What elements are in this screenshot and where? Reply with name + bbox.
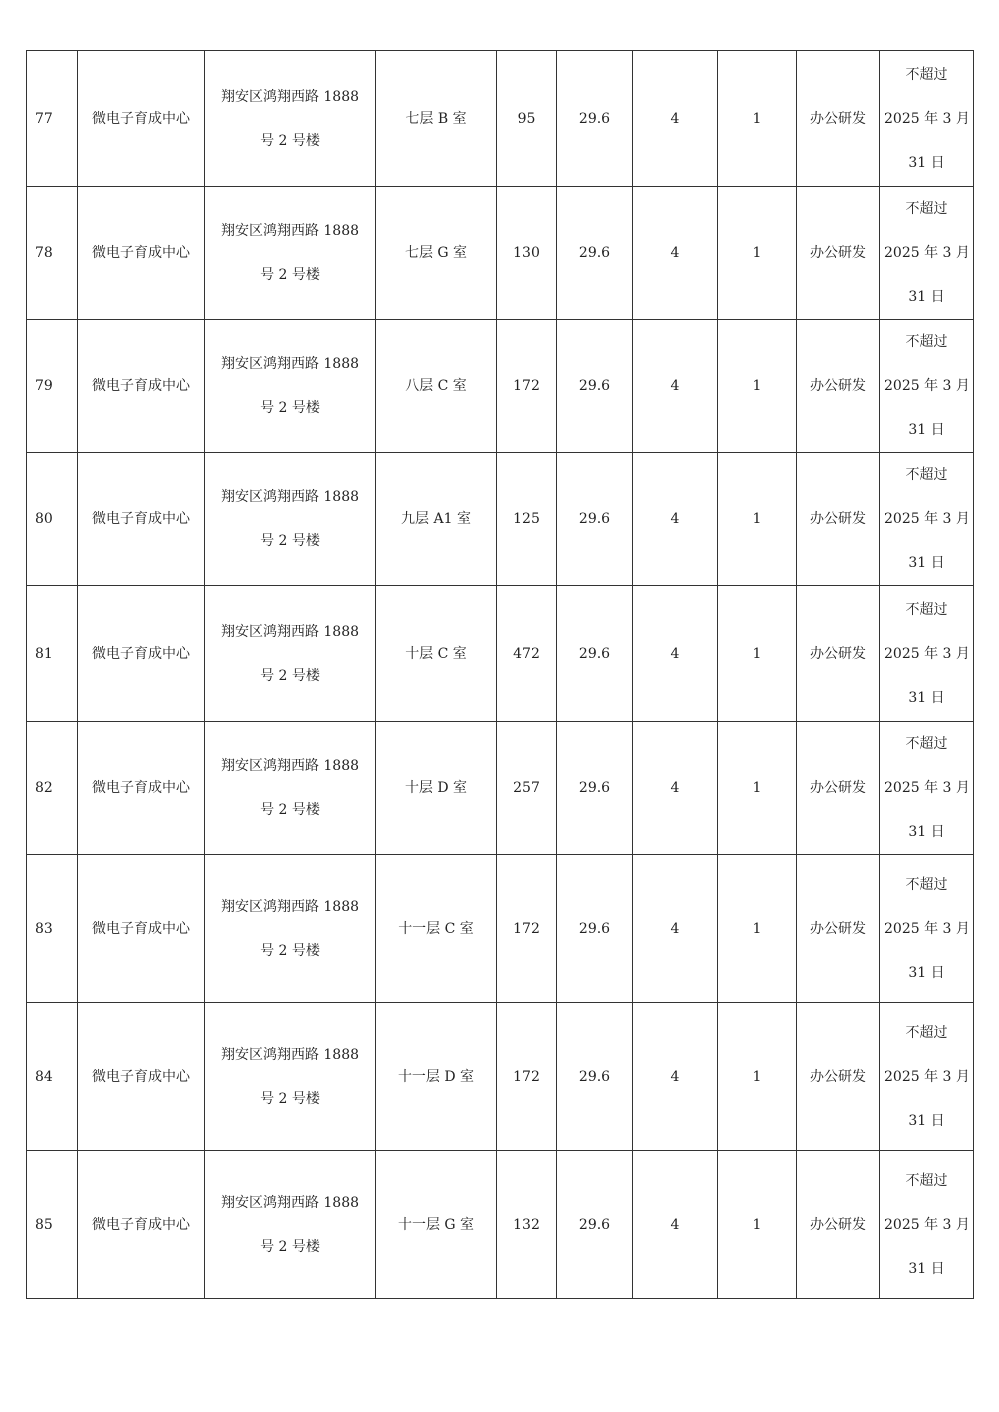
count-value-2: 1: [752, 378, 762, 394]
cell-area: [497, 453, 557, 586]
address-line-1: 翔安区鸿翔西路 1888: [220, 489, 360, 505]
room-number: 十一层 G 室: [397, 1216, 475, 1233]
cell-count-1: [633, 1151, 718, 1299]
price-value: 29.6: [578, 378, 611, 394]
address-line-1: 翔安区鸿翔西路 1888: [220, 356, 360, 372]
cell-index: [27, 1151, 78, 1299]
cell-count-2: [718, 320, 797, 453]
count-value-2: 1: [752, 1068, 762, 1085]
cell-term: [880, 187, 974, 320]
area-value: 257: [513, 780, 540, 796]
row-number: 80: [35, 511, 53, 527]
price-value: 29.6: [578, 1068, 611, 1085]
count-value-2: 1: [752, 780, 762, 796]
cell-count-2: [718, 187, 797, 320]
property-name: 微电子育成中心: [92, 245, 190, 261]
table-row: [27, 1003, 974, 1151]
cell-property-name: [78, 187, 205, 320]
count-value-2: 1: [752, 110, 762, 127]
cell-term: [880, 722, 974, 855]
usage-type: 办公研发: [810, 511, 866, 527]
cell-price: [557, 187, 633, 320]
cell-index: [27, 1003, 78, 1151]
room-number: 七层 B 室: [405, 110, 467, 127]
cell-room: [376, 320, 497, 453]
usage-type: 办公研发: [810, 378, 866, 394]
table-row: [27, 187, 974, 320]
cell-room: [376, 586, 497, 722]
cell-address: [205, 320, 376, 453]
area-value: 172: [513, 1068, 540, 1085]
term-line-1: 不超过: [905, 334, 948, 350]
cell-address: [205, 722, 376, 855]
cell-index: [27, 453, 78, 586]
term-line-1: 不超过: [905, 201, 948, 217]
cell-count-2: [718, 51, 797, 187]
table-row: [27, 320, 974, 453]
price-value: 29.6: [578, 110, 611, 127]
row-number: 84: [35, 1068, 53, 1085]
address-line-2: 号 2 号楼: [260, 533, 320, 549]
cell-area: [497, 1151, 557, 1299]
cell-address: [205, 453, 376, 586]
area-value: 130: [513, 245, 540, 261]
cell-usage: [797, 722, 880, 855]
usage-type: 办公研发: [810, 245, 866, 261]
count-value-1: 4: [670, 780, 680, 796]
address-line-2: 号 2 号楼: [260, 802, 320, 818]
term-line-2: 2025 年 3 月: [884, 511, 970, 527]
usage-type: 办公研发: [810, 1068, 866, 1085]
cell-price: [557, 320, 633, 453]
price-value: 29.6: [578, 1216, 611, 1233]
count-value-1: 4: [670, 511, 680, 527]
address-line-1: 翔安区鸿翔西路 1888: [220, 898, 360, 915]
cell-index: [27, 51, 78, 187]
address-line-2: 号 2 号楼: [260, 132, 320, 149]
property-name: 微电子育成中心: [92, 920, 190, 937]
term-line-1: 不超过: [905, 876, 948, 893]
row-number: 77: [35, 110, 53, 127]
term-line-2: 2025 年 3 月: [884, 780, 970, 796]
term-line-2: 2025 年 3 月: [884, 645, 970, 662]
area-value: 95: [517, 110, 536, 127]
count-value-1: 4: [670, 1068, 680, 1085]
cell-count-1: [633, 51, 718, 187]
area-value: 172: [513, 920, 540, 937]
table-body: [27, 51, 974, 1299]
price-value: 29.6: [578, 920, 611, 937]
row-number: 81: [35, 645, 53, 662]
room-number: 十层 D 室: [404, 780, 468, 796]
price-value: 29.6: [578, 780, 611, 796]
address-line-1: 翔安区鸿翔西路 1888: [220, 88, 360, 105]
cell-term: [880, 855, 974, 1003]
cell-count-1: [633, 1003, 718, 1151]
address-line-1: 翔安区鸿翔西路 1888: [220, 1046, 360, 1063]
room-number: 八层 C 室: [405, 378, 467, 394]
cell-room: [376, 453, 497, 586]
address-line-2: 号 2 号楼: [260, 942, 320, 959]
cell-usage: [797, 51, 880, 187]
usage-type: 办公研发: [810, 920, 866, 937]
cell-area: [497, 722, 557, 855]
area-value: 125: [513, 511, 540, 527]
room-number: 十层 C 室: [405, 645, 467, 662]
cell-term: [880, 51, 974, 187]
cell-area: [497, 586, 557, 722]
address-line-2: 号 2 号楼: [260, 400, 320, 416]
cell-usage: [797, 453, 880, 586]
term-line-2: 2025 年 3 月: [884, 920, 970, 937]
count-value-1: 4: [670, 378, 680, 394]
property-table-container: [26, 50, 973, 1299]
cell-term: [880, 320, 974, 453]
usage-type: 办公研发: [810, 780, 866, 796]
cell-count-1: [633, 320, 718, 453]
cell-price: [557, 51, 633, 187]
cell-count-2: [718, 722, 797, 855]
cell-usage: [797, 1151, 880, 1299]
cell-address: [205, 586, 376, 722]
property-name: 微电子育成中心: [92, 378, 190, 394]
term-line-1: 不超过: [905, 467, 948, 483]
address-line-1: 翔安区鸿翔西路 1888: [220, 758, 360, 774]
term-line-2: 2025 年 3 月: [884, 245, 970, 261]
cell-property-name: [78, 855, 205, 1003]
cell-property-name: [78, 1003, 205, 1151]
address-line-1: 翔安区鸿翔西路 1888: [220, 1194, 360, 1211]
count-value-2: 1: [752, 920, 762, 937]
term-line-3: 31 日: [908, 1112, 945, 1129]
cell-count-1: [633, 722, 718, 855]
usage-type: 办公研发: [810, 1216, 866, 1233]
cell-address: [205, 855, 376, 1003]
room-number: 十一层 D 室: [397, 1068, 475, 1085]
cell-area: [497, 855, 557, 1003]
cell-address: [205, 1151, 376, 1299]
address-line-2: 号 2 号楼: [260, 1090, 320, 1107]
table-row: [27, 586, 974, 722]
usage-type: 办公研发: [810, 110, 866, 127]
cell-property-name: [78, 722, 205, 855]
cell-property-name: [78, 453, 205, 586]
property-name: 微电子育成中心: [92, 110, 190, 127]
cell-count-2: [718, 586, 797, 722]
cell-count-2: [718, 855, 797, 1003]
cell-term: [880, 453, 974, 586]
cell-index: [27, 855, 78, 1003]
term-line-3: 31 日: [908, 689, 945, 706]
cell-area: [497, 187, 557, 320]
term-line-3: 31 日: [908, 824, 945, 840]
table-row: [27, 855, 974, 1003]
term-line-3: 31 日: [908, 154, 945, 171]
cell-count-2: [718, 1151, 797, 1299]
row-number: 85: [35, 1216, 53, 1233]
address-line-2: 号 2 号楼: [260, 267, 320, 283]
term-line-2: 2025 年 3 月: [884, 110, 970, 127]
cell-area: [497, 320, 557, 453]
cell-room: [376, 51, 497, 187]
cell-index: [27, 586, 78, 722]
address-line-2: 号 2 号楼: [260, 667, 320, 684]
cell-count-2: [718, 1003, 797, 1151]
area-value: 172: [513, 378, 540, 394]
area-value: 132: [513, 1216, 540, 1233]
usage-type: 办公研发: [810, 645, 866, 662]
cell-count-1: [633, 187, 718, 320]
cell-room: [376, 855, 497, 1003]
cell-index: [27, 320, 78, 453]
cell-area: [497, 1003, 557, 1151]
cell-count-1: [633, 855, 718, 1003]
row-number: 79: [35, 378, 53, 394]
table-row: [27, 1151, 974, 1299]
count-value-1: 4: [670, 645, 680, 662]
cell-price: [557, 1151, 633, 1299]
count-value-2: 1: [752, 1216, 762, 1233]
term-line-3: 31 日: [908, 289, 945, 305]
cell-property-name: [78, 51, 205, 187]
cell-price: [557, 1003, 633, 1151]
address-line-1: 翔安区鸿翔西路 1888: [220, 623, 360, 640]
cell-term: [880, 1003, 974, 1151]
cell-usage: [797, 1003, 880, 1151]
row-number: 82: [35, 780, 53, 796]
cell-index: [27, 722, 78, 855]
cell-area: [497, 51, 557, 187]
term-line-1: 不超过: [905, 736, 948, 752]
price-value: 29.6: [578, 245, 611, 261]
cell-price: [557, 453, 633, 586]
room-number: 九层 A1 室: [401, 511, 471, 527]
cell-property-name: [78, 586, 205, 722]
room-number: 七层 G 室: [404, 245, 468, 261]
cell-room: [376, 187, 497, 320]
cell-term: [880, 1151, 974, 1299]
cell-address: [205, 1003, 376, 1151]
term-line-3: 31 日: [908, 555, 945, 571]
cell-count-2: [718, 453, 797, 586]
cell-usage: [797, 855, 880, 1003]
property-name: 微电子育成中心: [92, 645, 190, 662]
cell-index: [27, 187, 78, 320]
cell-usage: [797, 187, 880, 320]
cell-usage: [797, 586, 880, 722]
table-row: [27, 51, 974, 187]
price-value: 29.6: [578, 511, 611, 527]
cell-property-name: [78, 320, 205, 453]
table-row: [27, 453, 974, 586]
count-value-2: 1: [752, 511, 762, 527]
term-line-1: 不超过: [905, 1172, 948, 1189]
price-value: 29.6: [578, 645, 611, 662]
term-line-2: 2025 年 3 月: [884, 378, 970, 394]
cell-price: [557, 855, 633, 1003]
term-line-2: 2025 年 3 月: [884, 1216, 970, 1233]
count-value-1: 4: [670, 920, 680, 937]
term-line-1: 不超过: [905, 601, 948, 618]
count-value-1: 4: [670, 110, 680, 127]
property-name: 微电子育成中心: [92, 511, 190, 527]
term-line-2: 2025 年 3 月: [884, 1068, 970, 1085]
property-name: 微电子育成中心: [92, 1068, 190, 1085]
address-line-1: 翔安区鸿翔西路 1888: [220, 223, 360, 239]
count-value-2: 1: [752, 645, 762, 662]
cell-term: [880, 586, 974, 722]
cell-room: [376, 1003, 497, 1151]
cell-address: [205, 51, 376, 187]
term-line-3: 31 日: [908, 422, 945, 438]
term-line-3: 31 日: [908, 964, 945, 981]
cell-property-name: [78, 1151, 205, 1299]
term-line-3: 31 日: [908, 1260, 945, 1277]
cell-room: [376, 722, 497, 855]
address-line-2: 号 2 号楼: [260, 1238, 320, 1255]
count-value-1: 4: [670, 1216, 680, 1233]
cell-count-1: [633, 453, 718, 586]
table-row: [27, 722, 974, 855]
term-line-1: 不超过: [905, 66, 948, 83]
cell-address: [205, 187, 376, 320]
row-number: 83: [35, 920, 53, 937]
cell-count-1: [633, 586, 718, 722]
property-table: [26, 50, 974, 1299]
cell-price: [557, 722, 633, 855]
area-value: 472: [513, 645, 540, 662]
room-number: 十一层 C 室: [398, 920, 474, 937]
property-name: 微电子育成中心: [92, 780, 190, 796]
term-line-1: 不超过: [905, 1024, 948, 1041]
count-value-1: 4: [670, 245, 680, 261]
count-value-2: 1: [752, 245, 762, 261]
property-name: 微电子育成中心: [92, 1216, 190, 1233]
cell-usage: [797, 320, 880, 453]
cell-room: [376, 1151, 497, 1299]
row-number: 78: [35, 245, 53, 261]
cell-price: [557, 586, 633, 722]
